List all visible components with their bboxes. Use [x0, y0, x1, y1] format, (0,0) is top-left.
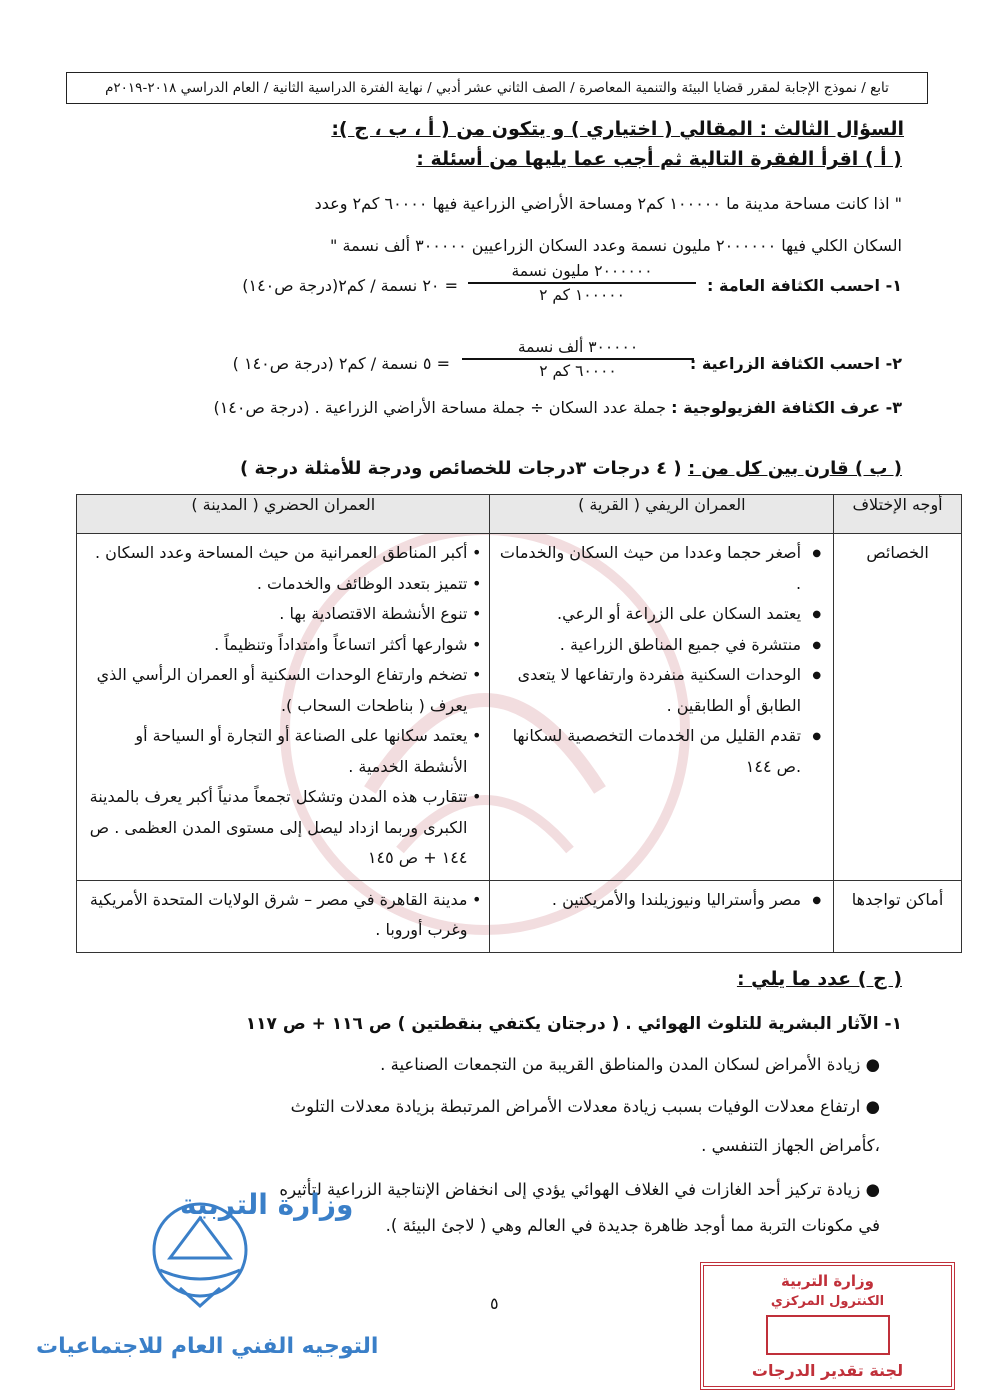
q1-result: = ٢٠ نسمة / كم٢(درجة ص١٤٠): [242, 276, 458, 295]
q3-definition: [213, 398, 902, 417]
bullet-2-line-1: ● ارتفاع معدلات الوفيات بسبب زيادة معدلات الأمراض المرتبطة بزيادة معدلات التلوث: [290, 1097, 880, 1116]
header-aspect: أوجه الإختلاف: [834, 495, 962, 534]
comparison-table: [76, 494, 962, 953]
paragraph-line-1: " اذا كانت مساحة مدينة ما ١٠٠٠٠٠ كم٢ ومساحة الأراضي الزراعية فيها ٦٠٠٠٠ كم٢ وعدد: [314, 194, 902, 213]
urban-places-cell: [77, 880, 490, 952]
header-rural: العمران الريفي ( القرية ): [490, 495, 834, 534]
stamp-sub-text: الكنترول المركزي: [770, 1294, 885, 1309]
list-item: • يعتمد سكانها على الصناعة أو التجارة أو السياحة أو الأنشطة الخدمية .: [85, 721, 481, 782]
part-b-title: ( ب ) قارن بين كل من : ( ٤ درجات ٣درجات للخصائص ودرجة للأمثلة درجة ): [239, 458, 902, 479]
page-number: ٥: [490, 1294, 499, 1313]
list-item: • مدينة القاهرة في مصر – شرق الولايات المتحدة الأمريكية وغرب أوروبا .: [85, 885, 481, 946]
list-item: • تضخم وارتفاع الوحدات السكنية أو العمران الرأسي الذي يعرف ( بناطحات السحاب ).: [85, 660, 481, 721]
q2-numerator: ٣٠٠٠٠٠ ألف نسمة: [517, 338, 639, 356]
bullet-dot-icon: ●: [865, 1097, 880, 1116]
list-item: • تتميز بتعدد الوظائف والخدمات .: [85, 569, 481, 600]
q3-text: جملة عدد السكان ÷ جملة مساحة الأراضي الزراعية . (درجة ص١٤٠): [213, 398, 667, 417]
rural-places-cell: [490, 880, 834, 952]
q2-result: = ٥ نسمة / كم٢ (درجة ص١٤٠ ): [232, 354, 450, 373]
rural-features-cell: [490, 534, 834, 881]
list-item: ● أصغر حجما وعددا من حيث السكان والخدمات .: [498, 538, 825, 599]
paragraph-line-2: السكان الكلي فيها ٢٠٠٠٠٠٠ مليون نسمة وعدد السكان الزراعيين ٣٠٠٠٠٠ ألف نسمة ": [330, 236, 902, 255]
q2-denominator: ٦٠٠٠٠ كم ٢: [539, 362, 617, 380]
list-item: ● يعتمد السكان على الزراعة أو الرعي.: [498, 599, 825, 630]
list-item: • أكبر المناطق العمرانية من حيث المساحة وعدد السكان .: [85, 538, 481, 569]
bullet-1: ● زيادة الأمراض لسكان المدن والمناطق القريبة من التجمعات الصناعية .: [380, 1055, 880, 1074]
part-c-item-1: ١- الآثار البشرية للتلوث الهوائي . ( درجتان يكتفي بنقطتين ) ص ١١٦ + ص ١١٧: [245, 1014, 902, 1034]
list-item: • تنوع الأنشطة الاقتصادية بها .: [85, 599, 481, 630]
q2-fraction: [462, 338, 694, 380]
page-header: تابع / نموذج الإجابة لمقرر قضايا البيئة والتنمية المعاصرة / الصف الثاني عشر أدبي / نهاية الفترة الدراسية الثانية / العام الدراسي ٢٠١٨-٢٠١٩م: [66, 72, 928, 104]
table-row: [77, 880, 962, 952]
q3-label: ٣- عرف الكثافة الفزيولوجية :: [671, 398, 902, 417]
stamp-checklist-icon: [766, 1315, 890, 1355]
q1-numerator: ٢٠٠٠٠٠٠ مليون نسمة: [511, 262, 653, 280]
list-item: ● مصر وأستراليا ونيوزيلندا والأمريكتين .: [498, 885, 825, 916]
table-row: [77, 534, 962, 881]
q2-label: ٢- احسب الكثافة الزراعية :: [689, 354, 902, 373]
ministry-logo: [30, 1188, 379, 1378]
header-urban: العمران الحضري ( المدينة ): [77, 495, 490, 534]
question-three-title: السؤال الثالث : المقالي ( اختياري ) و يتكون من ( أ ، ب ، ج ):: [331, 118, 904, 140]
logo-department-name: التوجيه الفني العام للاجتماعيات: [36, 1334, 379, 1359]
q1-fraction: [468, 262, 696, 304]
list-item: ● منتشرة في جميع المناطق الزراعية .: [498, 630, 825, 661]
stamp-top-text: وزارة التربية: [781, 1272, 874, 1290]
q1-label: ١- احسب الكثافة العامة :: [707, 276, 902, 295]
row-label-places: أماكن تواجدها: [834, 880, 962, 952]
bullet-2-line-2: ،كأمراض الجهاز التنفسي .: [701, 1136, 880, 1155]
part-a-title: ( أ ) اقرأ الفقرة التالية ثم أجب عما يليها من أسئلة :: [416, 148, 902, 170]
list-item: ● الوحدات السكنية منفردة وارتفاعها لا يتعدى الطابق أو الطابقين .: [498, 660, 825, 721]
table-header-row: [77, 495, 962, 534]
row-label-features: الخصائص: [834, 534, 962, 881]
part-c-title: ( ج ) عدد ما يلي :: [736, 968, 902, 990]
stamp-bottom-text: لجنة تقدير الدرجات: [751, 1361, 904, 1380]
bullet-dot-icon: ●: [865, 1055, 880, 1074]
grading-stamp: [700, 1262, 955, 1390]
urban-features-cell: [77, 534, 490, 881]
list-item: ● تقدم القليل من الخدمات التخصصية لسكانها .ص ١٤٤: [498, 721, 825, 782]
q1-denominator: ١٠٠٠٠٠ كم ٢: [539, 286, 625, 304]
part-b-note: ( ٤ درجات ٣درجات للخصائص ودرجة للأمثلة درجة ): [239, 458, 682, 479]
bullet-3-line-2: في مكونات التربة مما أوجد ظاهرة جديدة في العالم وهي ( لاجئ البيئة ).: [385, 1216, 880, 1235]
bullet-dot-icon: ●: [865, 1180, 880, 1199]
list-item: • شوارعها أكثر اتساعاً وامتداداً وتنظيماً .: [85, 630, 481, 661]
logo-ministry-name: وزارة التربية: [180, 1188, 354, 1221]
list-item: • تتقارب هذه المدن وتشكل تجمعاً مدنياً أكبر يعرف بالمدينة الكبرى وربما ازداد ليصل إلى مستوى المدن العظمى . ص ١٤٤ + ص ١٤٥: [85, 782, 481, 874]
bullet-3-line-1: ● زيادة تركيز أحد الغازات في الغلاف الهوائي يؤدي إلى انخفاض الإنتاجية الزراعية لتأثيره: [279, 1180, 880, 1199]
